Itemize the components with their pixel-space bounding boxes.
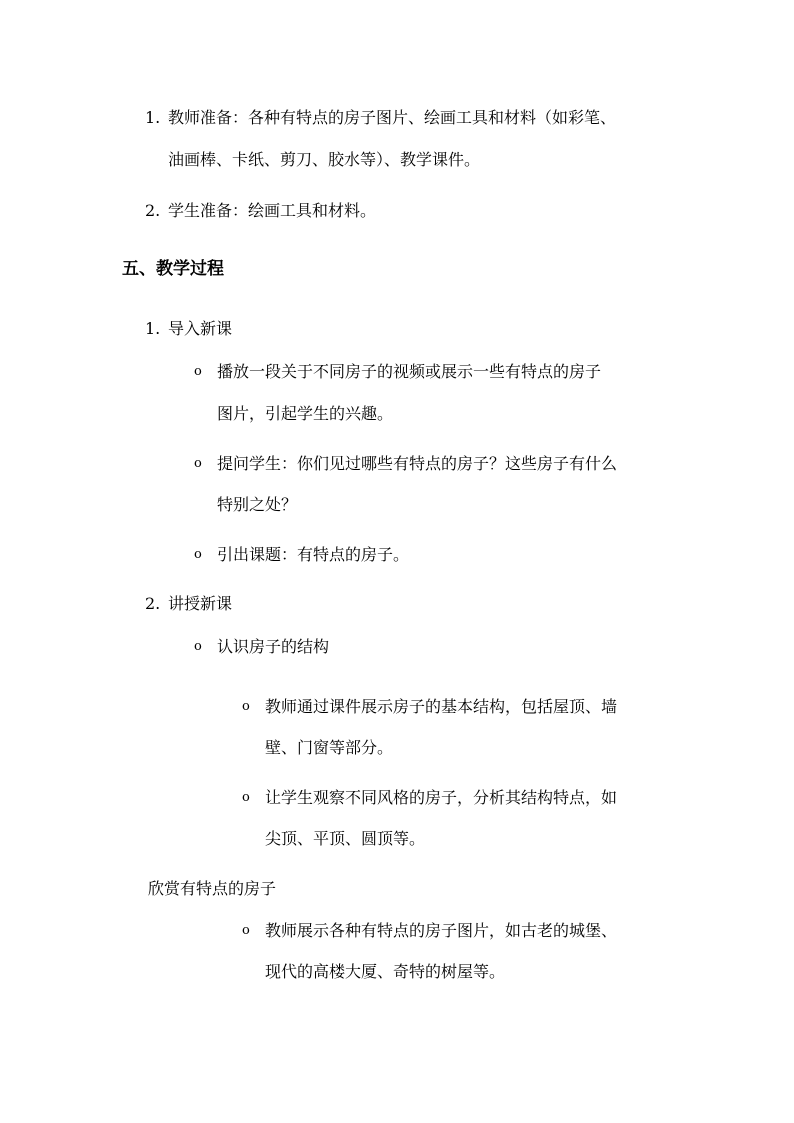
sub-heading-structure: 认识房子的结构 [217, 637, 330, 656]
hollow-bullet-icon: o [194, 639, 202, 654]
step-label-intro: 导入新课 [168, 319, 233, 338]
prep-item-student: 学生准备：绘画工具和材料。 [168, 201, 377, 220]
hollow-bullet-icon: o [242, 790, 250, 805]
list-number: 1. [145, 319, 161, 338]
prep-item-teacher-line1: 教师准备：各种有特点的房子图片、绘画工具和材料（如彩笔、 [168, 108, 617, 127]
sub-heading-appreciate: 欣赏有特点的房子 [148, 879, 277, 898]
prep-item-teacher-line2: 油画棒、卡纸、剪刀、胶水等）、教学课件。 [168, 150, 481, 169]
bullet-text: 壁、门窗等部分。 [265, 738, 394, 757]
bullet-text: 尖顶、平顶、圆顶等。 [265, 829, 426, 848]
bullet-text: 特别之处？ [217, 495, 298, 514]
bullet-text: 播放一段关于不同房子的视频或展示一些有特点的房子 [217, 362, 602, 381]
hollow-bullet-icon: o [194, 547, 202, 562]
step-label-teach: 讲授新课 [168, 594, 233, 613]
hollow-bullet-icon: o [194, 456, 202, 471]
section-heading: 五、教学过程 [122, 259, 224, 279]
hollow-bullet-icon: o [242, 923, 250, 938]
list-number: 1. [145, 108, 161, 127]
hollow-bullet-icon: o [194, 364, 202, 379]
bullet-text: 教师展示各种有特点的房子图片，如古老的城堡、 [265, 921, 618, 940]
bullet-text: 引出课题：有特点的房子。 [217, 545, 410, 564]
list-number: 2. [145, 201, 161, 220]
bullet-text: 提问学生：你们见过哪些有特点的房子？这些房子有什么 [217, 454, 618, 473]
hollow-bullet-icon: o [242, 699, 250, 714]
bullet-text: 图片，引起学生的兴趣。 [217, 404, 394, 423]
bullet-text: 让学生观察不同风格的房子，分析其结构特点，如 [265, 788, 618, 807]
bullet-text: 现代的高楼大厦、奇特的树屋等。 [265, 962, 506, 981]
list-number: 2. [145, 594, 161, 613]
bullet-text: 教师通过课件展示房子的基本结构，包括屋顶、墙 [265, 697, 618, 716]
